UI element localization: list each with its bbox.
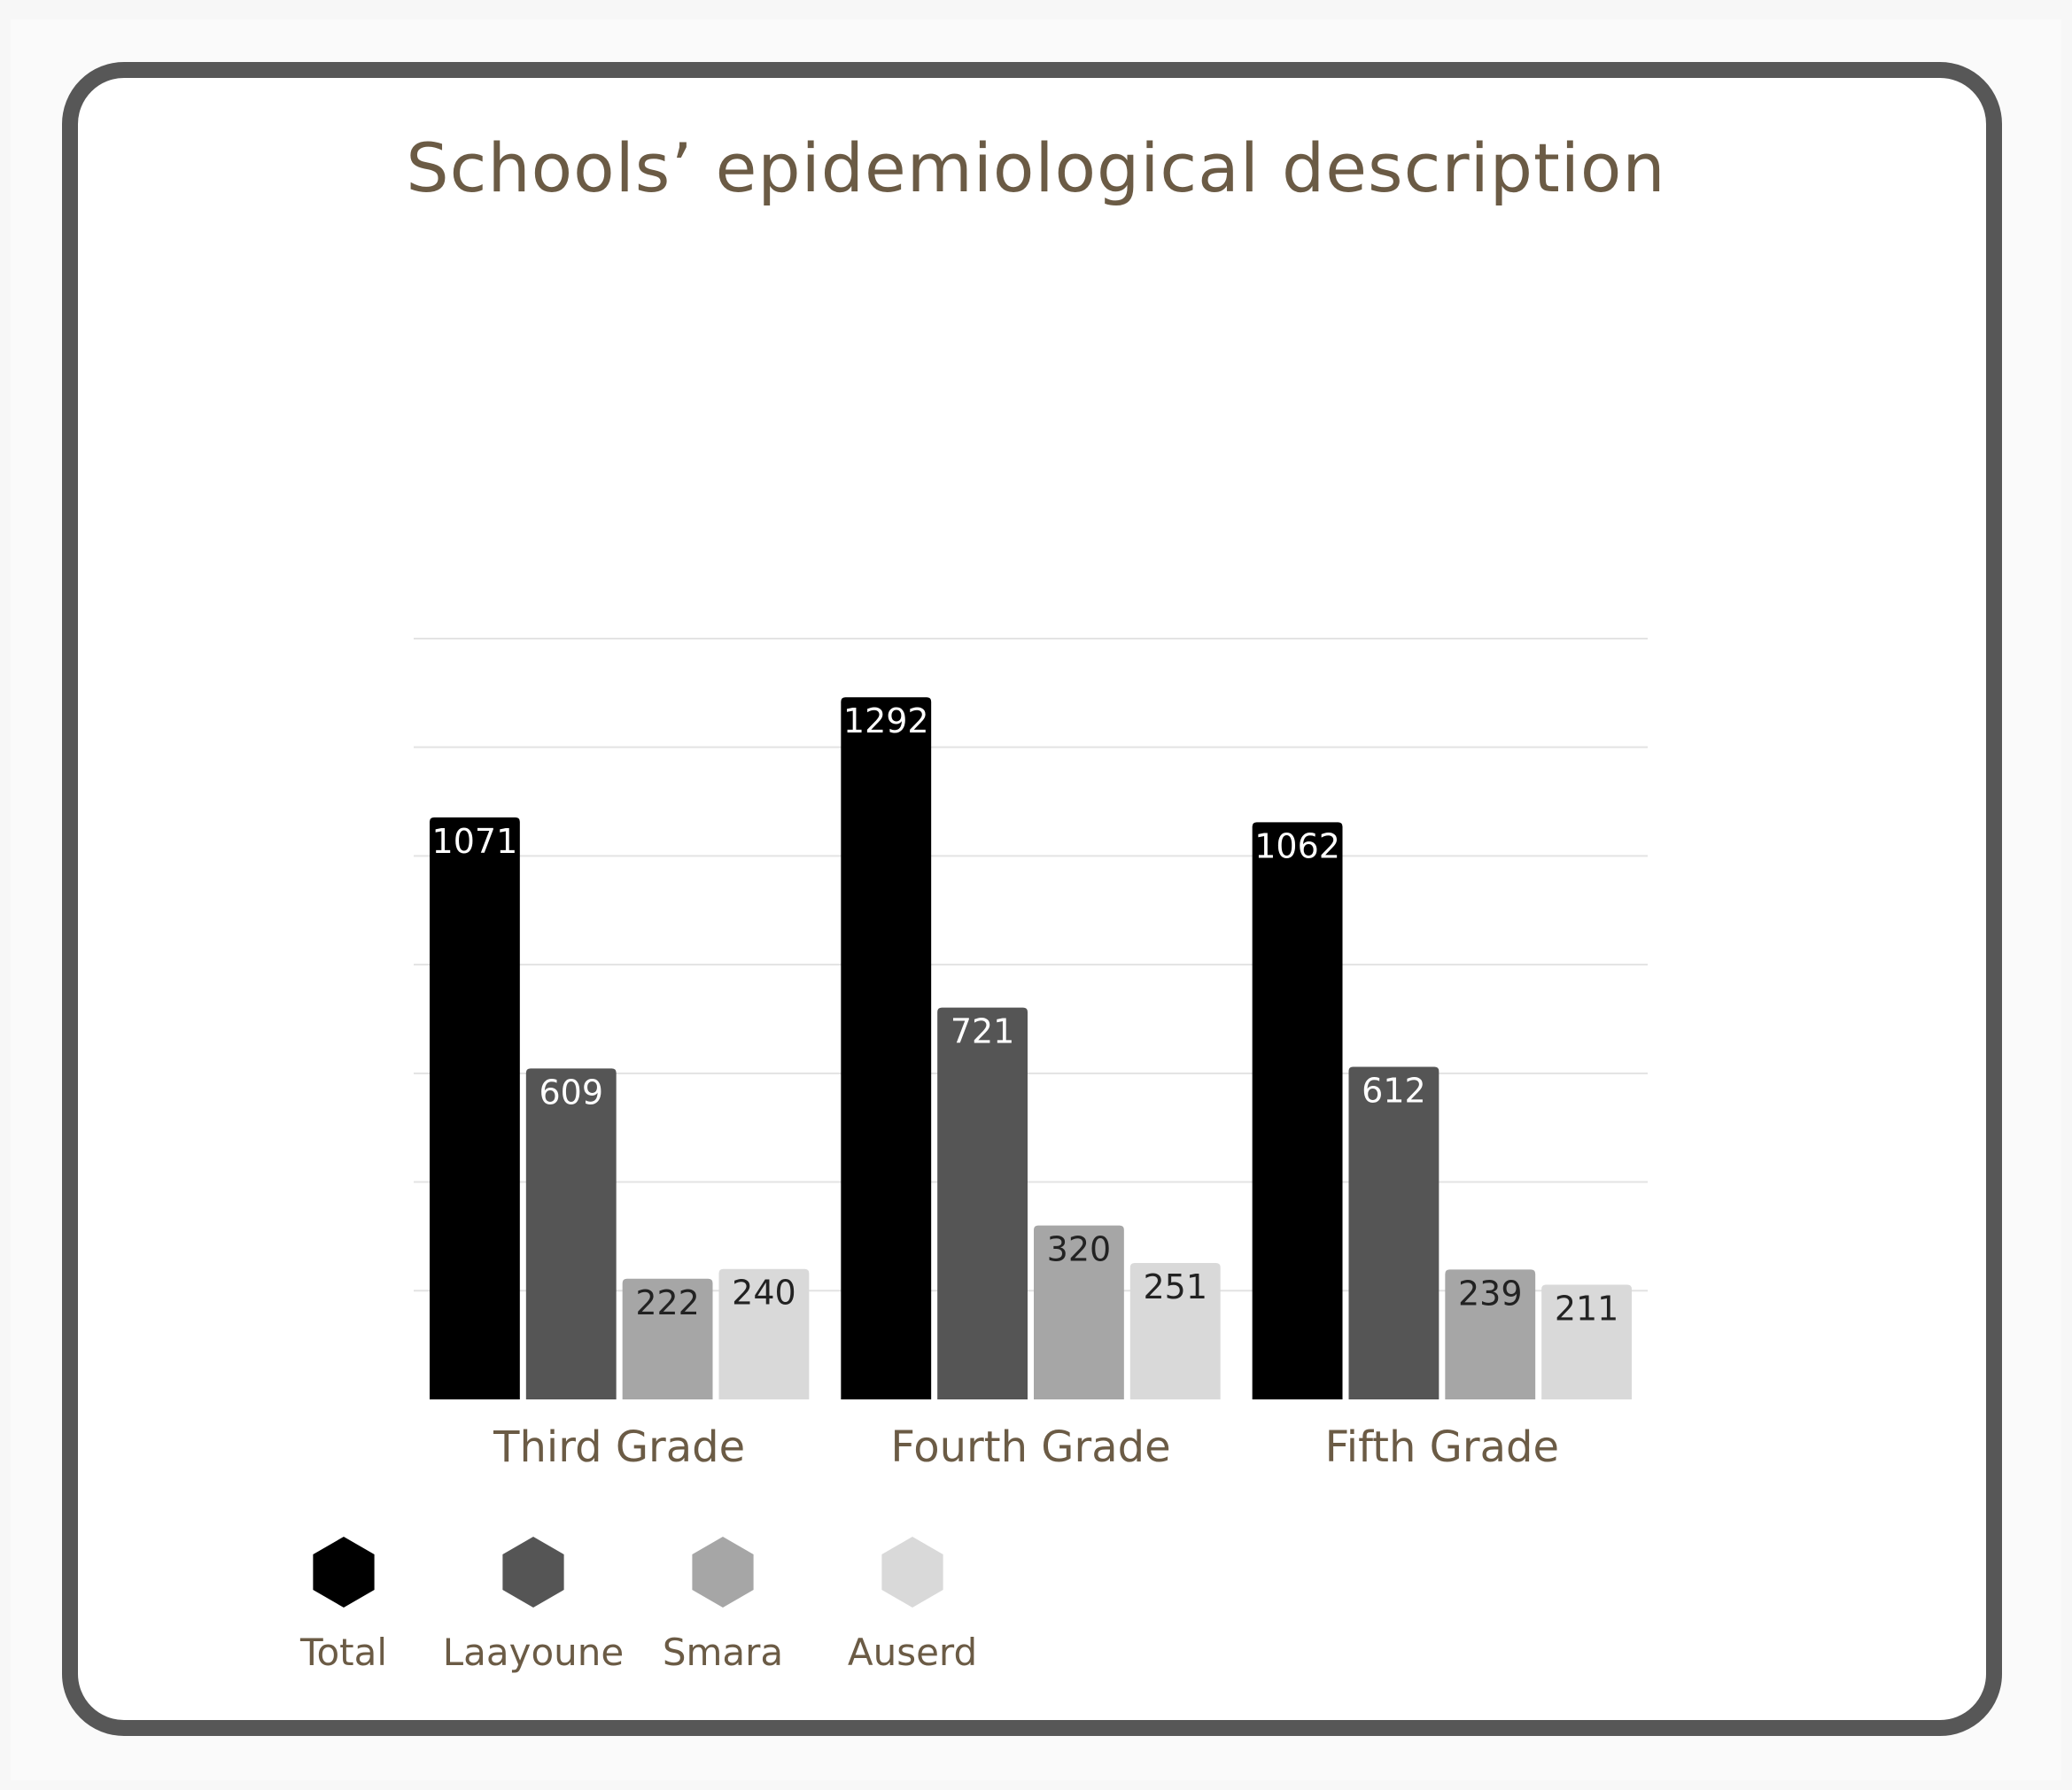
data-label: 211 — [1554, 1289, 1619, 1329]
data-label: 222 — [635, 1282, 700, 1322]
bar-total-fifth-grade — [1253, 822, 1343, 1399]
bar-total-third-grade — [430, 818, 520, 1399]
category-label: Third Grade — [493, 1422, 746, 1472]
legend-label-laayoune: Laayoune — [442, 1631, 625, 1674]
legend-marker-auserd — [881, 1537, 943, 1608]
legend — [299, 1537, 977, 1674]
data-label: 251 — [1143, 1267, 1208, 1306]
legend-label-auserd: Auserd — [847, 1631, 978, 1674]
legend-marker-total — [313, 1537, 374, 1608]
legend-label-total: Total — [299, 1631, 388, 1674]
data-label: 240 — [732, 1273, 796, 1313]
category-labels — [493, 1422, 1559, 1472]
category-label: Fourth Grade — [890, 1422, 1171, 1472]
legend-marker-smara — [692, 1537, 753, 1608]
category-label: Fifth Grade — [1324, 1422, 1560, 1472]
data-label: 1071 — [431, 821, 518, 861]
data-label: 320 — [1046, 1229, 1112, 1269]
bar-laayoune-third-grade — [526, 1068, 617, 1399]
data-label: 1062 — [1254, 826, 1340, 866]
bars — [430, 697, 1632, 1399]
data-label: 609 — [539, 1073, 604, 1112]
data-label: 1292 — [842, 701, 929, 741]
legend-marker-laayoune — [502, 1537, 563, 1608]
bar-laayoune-fifth-grade — [1349, 1066, 1440, 1399]
chart-title: Schools’ epidemiological description — [406, 128, 1666, 207]
data-label: 239 — [1457, 1274, 1523, 1313]
legend-label-smara: Smara — [662, 1631, 784, 1674]
data-label: 612 — [1362, 1071, 1426, 1111]
bar-total-fourth-grade — [841, 697, 931, 1399]
bar-laayoune-fourth-grade — [937, 1008, 1028, 1399]
data-label: 721 — [950, 1011, 1015, 1051]
